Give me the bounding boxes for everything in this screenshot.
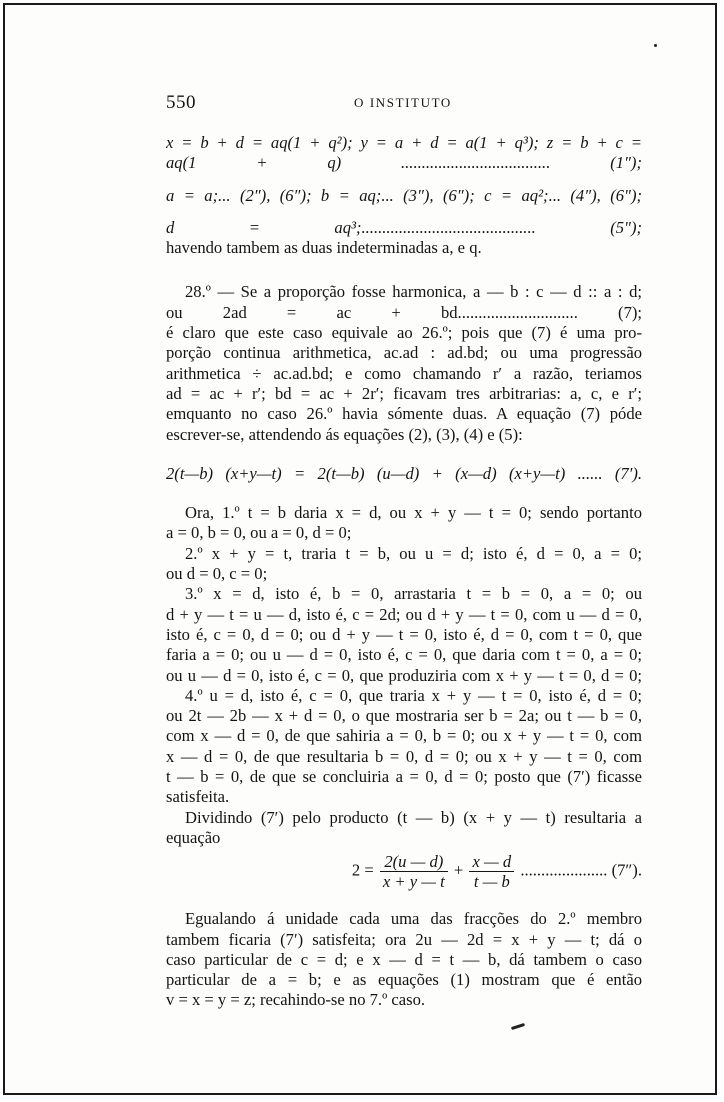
text-line: 4.º u = d, isto é, c = 0, que traria x + y — t = 0, isto é, d = 0; — [185, 685, 642, 705]
fraction-denominator: t — b — [473, 872, 510, 892]
paragraph-values-block-2 — [166, 186, 642, 206]
fraction — [380, 852, 448, 891]
text-line: Egualando á unidade cada uma das fracções do 2.º membro — [185, 909, 642, 929]
text-line: escrever-se, attendendo ás equações (2), (3), (4) e (5): — [166, 424, 523, 444]
text-line: ou 2ad = ac + bd............................. (7); — [166, 302, 642, 322]
text-line: emquanto no caso 26.º havia sómente duas. A equação (7) póde — [166, 404, 642, 424]
equation-lhs: 2 = — [351, 860, 374, 880]
text-line: a = a;... (2″), (6″); b = aq;... (3″), (6″); c = aq²;... (4″), (6″); — [166, 185, 642, 205]
text-line: equação — [166, 827, 221, 847]
text-line: isto é, c = 0, d = 0; ou d + y — t = 0, isto é, d = 0, com t = 0, que — [166, 624, 642, 644]
fraction — [469, 852, 514, 891]
text-line: caso particular de c = d; e x — d = t — b, dá tambem o caso — [166, 949, 642, 969]
text-line: satisfeita. — [166, 787, 230, 807]
text-line: 3.º x = d, isto é, b = 0, arrastaria t = b = 0, a = 0; ou — [185, 584, 642, 604]
text-line: v = x = y = z; recahindo-se no 7.º caso. — [166, 990, 426, 1010]
equation-7-prime — [166, 464, 642, 484]
equation-line: 2(t—b) (x+y—t) = 2(t—b) (u—d) + (x—d) (x+y—t) ...... (7′). — [166, 463, 642, 483]
text-line: d = aq³;.......................................... (5″); — [166, 217, 642, 237]
page-number: 550 — [166, 92, 196, 113]
paragraph-values-block — [166, 133, 642, 174]
text-line: ou u — d = 0, isto é, c = 0, que produziria com x + y — t = 0, d = 0; — [166, 665, 642, 685]
text-line: x — d = 0, de que resultaria b = 0, d = 0; ou x + y — t = 0, com — [166, 746, 642, 766]
text-line: arithmetica ÷ ac.ad.bd; e como chamando r′ a razão, teriamos — [166, 363, 642, 383]
fraction-denominator: x + y — t — [382, 872, 445, 892]
paragraph-values-block-3 — [166, 218, 642, 259]
page-header — [166, 92, 646, 114]
text-line: 2.º x + y = t, traria t = b, ou u = d; isto é, d = 0, a = 0; — [185, 543, 642, 563]
text-line: é claro que este caso equivale ao 26.º; pois que (7) é uma pro- — [166, 323, 642, 343]
text-line: particular de a = b; e as equações (1) mostram que é então — [166, 970, 642, 990]
text-line: porção continua arithmetica, ac.ad : ad.bd; ou uma progressão — [166, 343, 642, 363]
paragraph-section-28 — [166, 282, 642, 444]
paragraph-dividing — [166, 808, 642, 849]
text-line: a = 0, b = 0, ou a = 0, d = 0; — [166, 523, 352, 543]
text-line: faria a = 0; ou u — d = 0, isto é, c = 0, que daria com t = 0, a = 0; — [166, 645, 642, 665]
text-line: ad = ac + r′; bd = ac + 2r′; ficavam tres arbitrarias: a, c, e r′; — [166, 383, 642, 403]
equation-7-double-prime — [166, 852, 642, 891]
fraction-numerator: 2(u — d) — [380, 852, 448, 872]
text-line: Ora, 1.º t = b daria x = d, ou x + y — t = 0; sendo portanto — [185, 503, 642, 523]
text-line: ou 2t — 2b — x + d = 0, o que mostraria ser b = 2a; ou t — b = 0, — [166, 706, 642, 726]
paragraph-closing — [166, 909, 642, 1010]
text-line: x = b + d = aq(1 + q²); y = a + d = a(1 + q³); z = b + c = — [166, 133, 642, 152]
page-body — [166, 133, 642, 1011]
paragraph-cases — [166, 503, 642, 807]
text-line: com x — d = 0, de que sahiria a = 0, b = 0; ou x + y — t = 0, com — [166, 726, 642, 746]
text-line: d + y — t = u — d, isto é, c = 2d; ou d + y — t = 0, com u — d = 0, — [166, 604, 642, 624]
fraction-numerator: x — d — [469, 852, 514, 872]
plus-sign: + — [453, 860, 464, 880]
text-line: havendo tambem as duas indeterminadas a, e q. — [166, 238, 482, 258]
text-line: t — b = 0, de que se concluiria a = 0, d = 0; posto que (7′) ficasse — [166, 767, 642, 787]
text-line: tambem ficaria (7′) satisfeita; ora 2u — 2d = x + y — t; dá o — [166, 929, 642, 949]
ink-speck — [654, 44, 657, 47]
text-line: 28.º — Se a proporção fosse harmonica, a — b : c — d :: a : d; — [185, 282, 642, 302]
text-line: ou d = 0, c = 0; — [166, 564, 268, 584]
running-title: O INSTITUTO — [354, 95, 452, 110]
text-line: aq(1 + q) .................................... (1″); — [166, 153, 642, 173]
text-line: Dividindo (7′) pelo producto (t — b) (x + y — t) resultaria a — [185, 807, 642, 827]
equation-label: ..................... (7″). — [520, 860, 642, 880]
